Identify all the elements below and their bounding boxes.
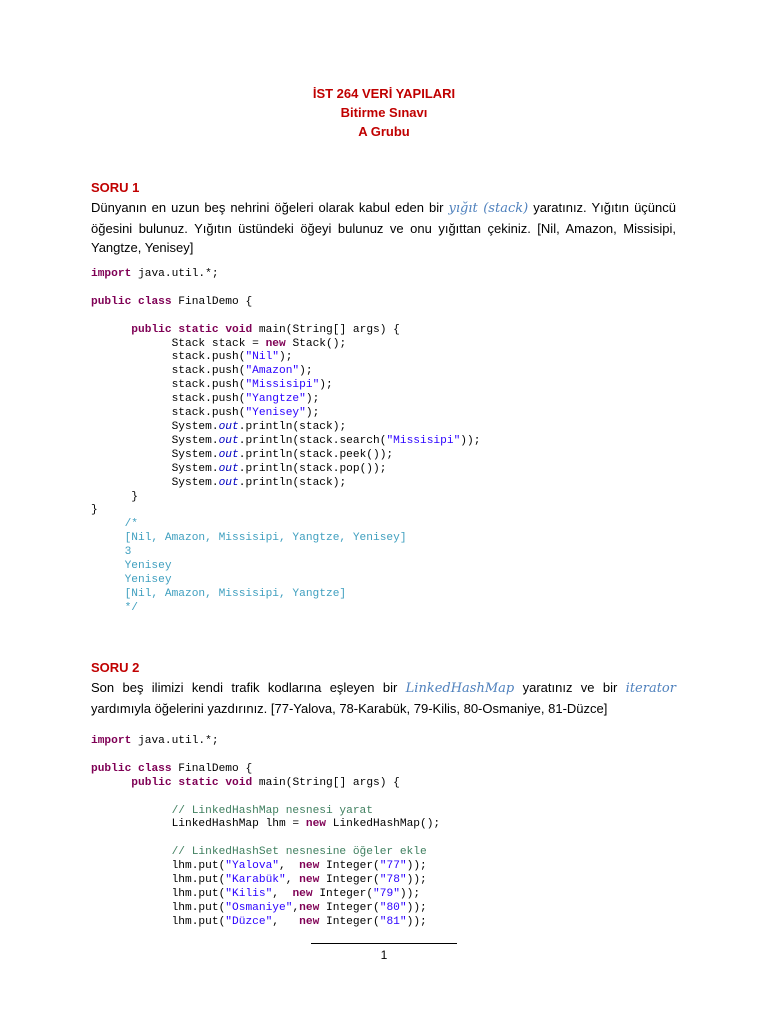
kw-public: public — [91, 295, 132, 308]
field-out: out — [218, 434, 239, 447]
output-comment-close: */ — [124, 601, 139, 614]
code-integer: Integer( — [319, 901, 380, 914]
string-literal: "80" — [379, 901, 407, 914]
output-line: Yenisey — [124, 573, 172, 586]
kw-void: void — [225, 776, 253, 789]
kw-public: public — [91, 762, 132, 775]
string-literal: "79" — [373, 887, 400, 900]
kw-import: import — [91, 735, 132, 747]
code-lhm-decl: LinkedHashMap lhm = — [171, 818, 306, 831]
code-brace: } — [131, 490, 139, 503]
string-literal: "Yangtze" — [245, 393, 306, 406]
code-system: System. — [171, 420, 219, 433]
code-push-end: ); — [279, 351, 293, 364]
code-println: .println(stack); — [238, 420, 347, 433]
question-1-emphasis: yığıt (stack) — [448, 201, 529, 216]
question-2-heading: SORU 2 — [91, 660, 140, 675]
string-literal: "Amazon" — [245, 365, 300, 378]
string-literal: "Düzce" — [225, 915, 273, 928]
kw-public: public — [131, 323, 172, 336]
output-line: [Nil, Amazon, Missisipi, Yangtze] — [124, 587, 347, 600]
string-literal: "78" — [379, 874, 407, 887]
course-title: İST 264 VERİ YAPILARI — [312, 86, 456, 101]
code-comment: // LinkedHashMap nesnesi yarat — [171, 804, 373, 817]
code-sep: , — [279, 860, 300, 873]
code-push: stack.push( — [171, 351, 246, 364]
code-system: System. — [171, 434, 219, 447]
string-literal: "Yenisey" — [245, 407, 306, 420]
question-1-text — [91, 198, 676, 258]
code-put: lhm.put( — [171, 874, 226, 887]
code-push: stack.push( — [171, 365, 246, 378]
string-literal: "Missisipi" — [245, 379, 320, 392]
code-block-2 — [91, 735, 440, 930]
string-literal: "Osmaniye" — [225, 901, 293, 914]
page-number: 1 — [380, 948, 388, 962]
code-brace: } — [91, 504, 98, 517]
code-sep: , — [272, 915, 300, 928]
field-out: out — [218, 476, 239, 489]
class-rest: FinalDemo { — [171, 295, 253, 308]
code-system: System. — [171, 462, 219, 475]
code-put-end: )); — [406, 874, 427, 887]
code-lhm-ctor: LinkedHashMap(); — [326, 818, 441, 831]
kw-new: new — [292, 887, 313, 900]
string-literal: "Yalova" — [225, 860, 280, 873]
string-literal: "81" — [379, 915, 407, 928]
string-literal: "Kilis" — [225, 887, 273, 900]
output-line: [Nil, Amazon, Missisipi, Yangtze, Yenisey] — [124, 532, 407, 545]
string-literal: "Nil" — [245, 351, 280, 364]
code-integer: Integer( — [319, 915, 380, 928]
code-push: stack.push( — [171, 393, 246, 406]
question-1-heading: SORU 1 — [91, 180, 140, 195]
code-system: System. — [171, 476, 219, 489]
exam-group: A Grubu — [358, 124, 410, 139]
kw-new: new — [299, 915, 320, 928]
kw-class: class — [138, 295, 172, 308]
code-push: stack.push( — [171, 407, 246, 420]
code-push: stack.push( — [171, 379, 246, 392]
kw-void: void — [225, 323, 253, 336]
question-1-text-b: yaratınız. Yığıtın üçüncü öğesini bulunuz. Yığıtın üstündeki öğeyi bulunuz ve onu yığıttan çekiniz. [Nil, Amazon, Missisipi, Yangtze, Yenisey] — [91, 200, 676, 255]
question-2-text-b: yaratınız ve bir — [514, 680, 626, 695]
kw-new: new — [265, 337, 286, 350]
string-literal: "Missisipi" — [386, 434, 461, 447]
code-println: .println(stack.search( — [238, 434, 387, 447]
code-println: .println(stack.peek()); — [238, 448, 394, 461]
code-put-end: )); — [406, 915, 427, 928]
code-put: lhm.put( — [171, 887, 226, 900]
main-rest: main(String[] args) { — [252, 776, 400, 789]
field-out: out — [218, 448, 239, 461]
question-2-text — [91, 678, 676, 718]
code-integer: Integer( — [319, 874, 380, 887]
class-rest: FinalDemo { — [171, 762, 253, 775]
code-put: lhm.put( — [171, 860, 226, 873]
code-println-end: )); — [460, 434, 481, 447]
code-integer: Integer( — [319, 860, 380, 873]
code-sep: , — [285, 874, 300, 887]
kw-new: new — [299, 860, 320, 873]
exam-title: Bitirme Sınavı — [340, 105, 428, 120]
question-2-text-c: yardımıyla öğelerini yazdırınız. [77-Yalova, 78-Karabük, 79-Kilis, 80-Osmaniye, 81-Düzce] — [91, 700, 608, 716]
code-put-end: )); — [399, 887, 421, 900]
code-comment: // LinkedHashSet nesnesine öğeler ekle — [171, 846, 427, 859]
code-system: System. — [171, 448, 219, 461]
code-block-1 — [91, 268, 480, 616]
output-line: 3 — [124, 546, 132, 559]
question-2-text-a: Son beş ilimizi kendi trafik kodlarına eşleyen bir — [91, 680, 406, 695]
main-rest: main(String[] args) { — [252, 323, 400, 336]
code-put-end: )); — [406, 860, 427, 873]
output-line: Yenisey — [124, 560, 172, 573]
kw-new: new — [299, 874, 320, 887]
field-out: out — [218, 420, 239, 433]
code-println: .println(stack); — [238, 476, 347, 489]
code-sep: , — [272, 887, 293, 900]
code-push-end: ); — [319, 379, 333, 392]
question-2-emphasis-2: iterator — [625, 681, 676, 696]
footer-divider — [311, 943, 457, 944]
code-put-end: )); — [406, 901, 427, 914]
output-comment-open: /* — [124, 518, 139, 531]
code-push-end: ); — [305, 393, 320, 406]
field-out: out — [218, 462, 239, 475]
code-println: .println(stack.pop()); — [238, 462, 387, 475]
kw-import: import — [91, 268, 132, 280]
code-stack-decl: Stack stack = — [171, 337, 266, 350]
kw-public: public — [131, 776, 172, 789]
code-stack-ctor: Stack(); — [285, 337, 347, 350]
string-literal: "Karabük" — [225, 874, 286, 887]
code-push-end: ); — [299, 365, 313, 378]
question-2-emphasis-1: LinkedHashMap — [405, 681, 515, 696]
kw-class: class — [138, 762, 172, 775]
code-sep: , — [292, 901, 300, 914]
code-integer: Integer( — [312, 887, 374, 900]
kw-new: new — [299, 901, 320, 914]
kw-new: new — [305, 818, 327, 831]
question-1-text-a: Dünyanın en uzun beş nehrini öğeleri olarak kabul eden bir — [91, 200, 449, 215]
kw-static: static — [178, 776, 219, 789]
import-rest: java.util.*; — [131, 735, 219, 747]
code-put: lhm.put( — [171, 915, 226, 928]
code-put: lhm.put( — [171, 901, 226, 914]
code-push-end: ); — [305, 407, 320, 420]
kw-static: static — [178, 323, 219, 336]
string-literal: "77" — [379, 860, 407, 873]
import-rest: java.util.*; — [131, 268, 219, 280]
